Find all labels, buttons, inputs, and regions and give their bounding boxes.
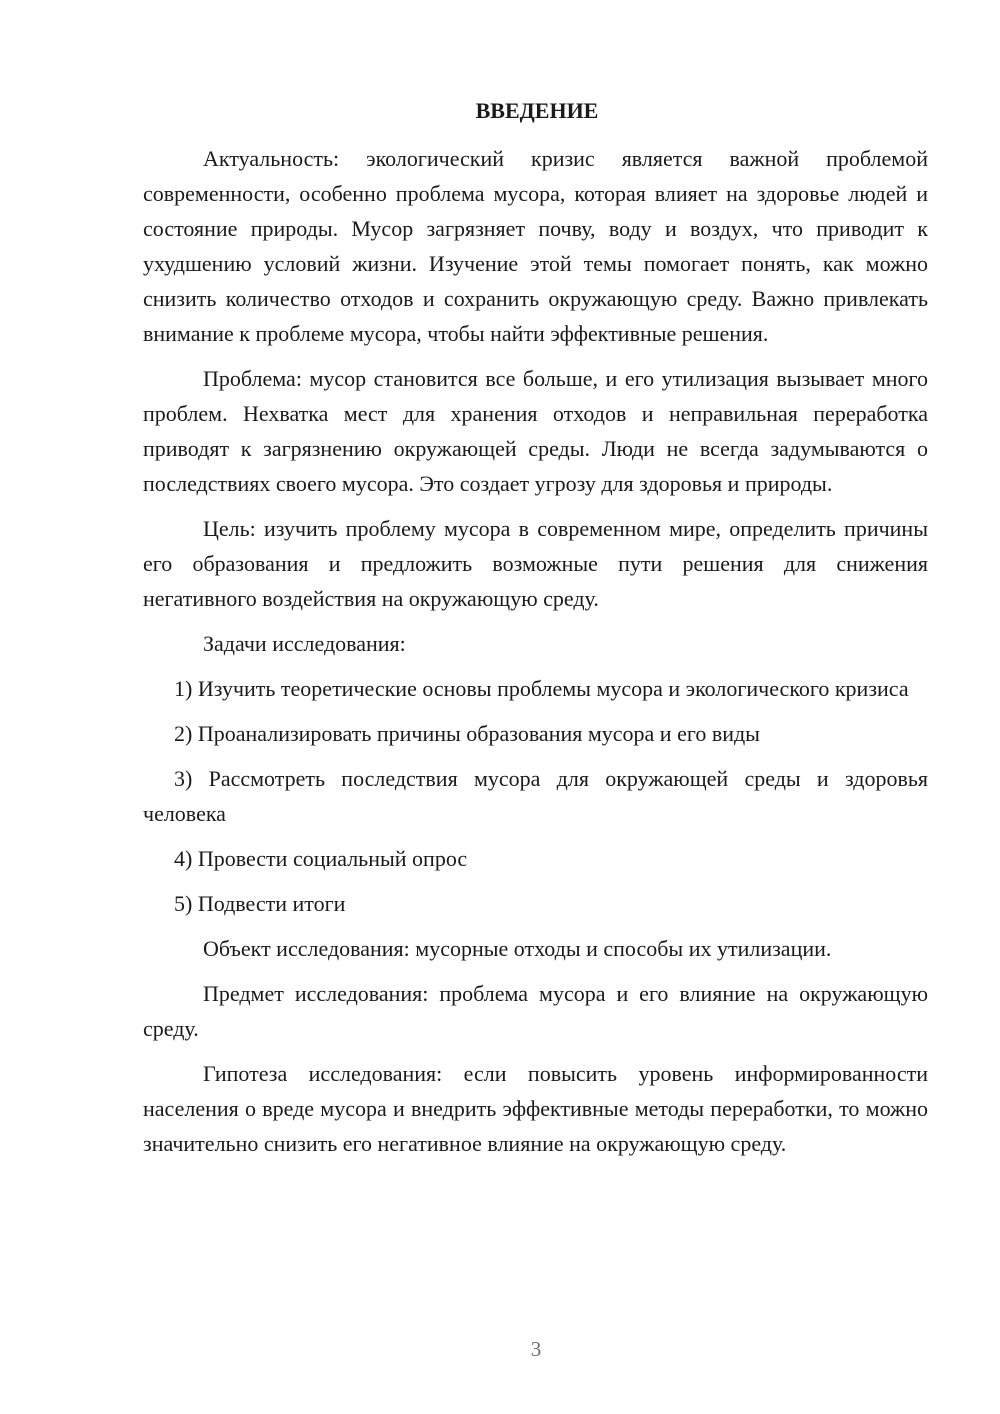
paragraph-object: Объект исследования: мусорные отходы и способы их утилизации. [203,936,832,961]
paragraph-relevance: Актуальность: экологический кризис является важной проблемой современности, особенно проблема мусора, которая влияет на здоровье людей и состояние природы. Мусор загрязняет почву, воду и воздух, что приводит к ухудшению условий жизни. Изучение этой темы помогает понять, как можно снизить количество отходов и сохранить окружающую среду. Важно привлекать внимание к проблеме мусора, чтобы найти эффективные решения. [143,146,928,346]
task-item: 3) Рассмотреть последствия мусора для окружающей среды и здоровья человека [143,766,928,826]
paragraph-problem: Проблема: мусор становится все больше, и его утилизация вызывает много проблем. Нехватка мест для хранения отходов и неправильная переработка приводят к загрязнению окружающей среды. Люди не всегда задумываются о последствиях своего мусора. Это создает угрозу для здоровья и природы. [143,366,928,496]
task-item: 2) Проанализировать причины образования мусора и его виды [174,721,760,746]
paragraph-goal: Цель: изучить проблему мусора в современном мире, определить причины его образования и предложить возможные пути решения для снижения негативного воздействия на окружающую среду. [143,516,928,611]
page-content [143,95,928,1171]
task-item: 5) Подвести итоги [174,891,346,916]
tasks-heading: Задачи исследования: [203,631,406,656]
paragraph-hypothesis: Гипотеза исследования: если повысить уровень информированности населения о вреде мусора и внедрить эффективные методы переработки, то можно значительно снизить его негативное влияние на окружающую среду. [143,1061,928,1156]
paragraph-subject: Предмет исследования: проблема мусора и его влияние на окружающую среду. [143,981,928,1041]
page-number: 3 [530,1337,542,1361]
page-title: ВВЕДЕНИЕ [475,98,599,123]
task-item: 4) Провести социальный опрос [174,846,468,871]
task-item: 1) Изучить теоретические основы проблемы мусора и экологического кризиса [174,676,909,701]
